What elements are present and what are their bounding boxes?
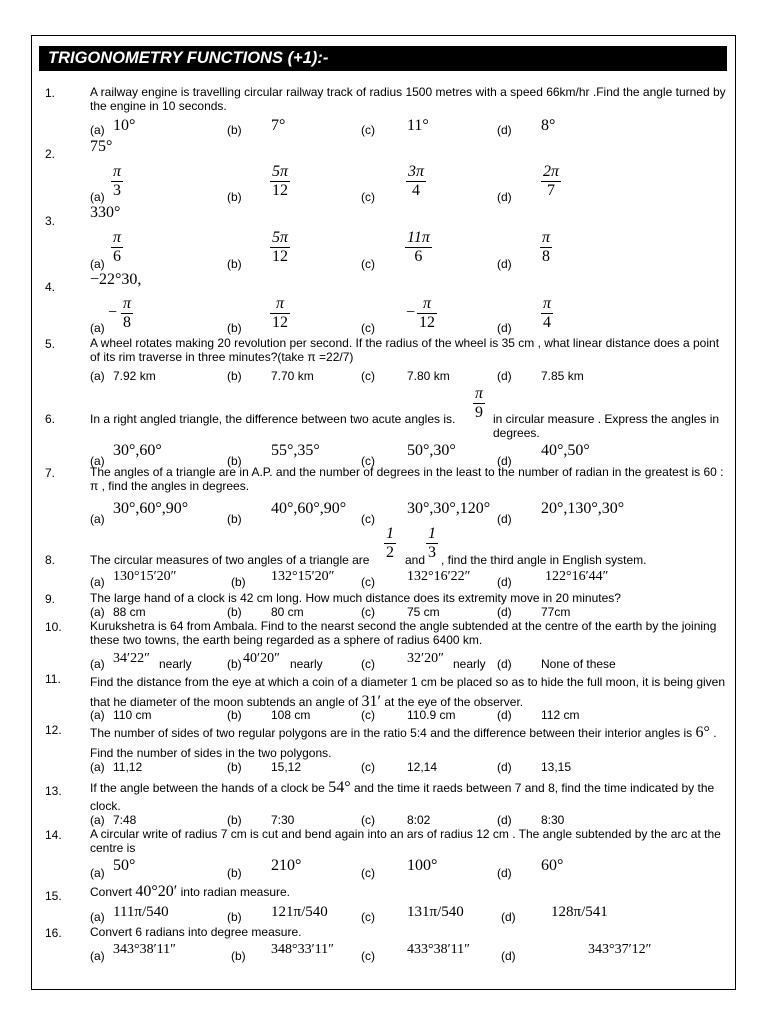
option-suffix: nearly (159, 657, 192, 671)
question-text: The circular measures of two angles of a triangle are (90, 553, 370, 567)
option-d: 60° (541, 857, 564, 874)
question-number: 15. (45, 889, 62, 903)
option-a: 50° (113, 857, 136, 874)
option-label: (d) (497, 190, 512, 204)
option-label: (d) (497, 708, 512, 722)
option-label: (b) (227, 760, 242, 774)
option-d: 40°,50° (541, 442, 590, 459)
question-number: 7. (45, 466, 56, 480)
option-a: $\frac{\pi}{3}$ (113, 163, 122, 199)
option-a: 7:48 (113, 813, 137, 827)
question-number: 5. (45, 337, 56, 351)
option-c: 30°,30°,120° (407, 500, 491, 517)
option-a: 10° (113, 117, 136, 134)
question-number: 1. (45, 86, 56, 100)
question-text: in circular measure . Express the angles in degrees. (493, 412, 720, 440)
option-label: (c) (361, 512, 375, 526)
option-d: 8° (541, 117, 556, 134)
option-label: (a) (90, 949, 105, 963)
option-label: (a) (90, 657, 105, 671)
question-text: If the angle between the hands of a clock be 54° and the time it raeds between 7 and 8, find the time indicated by the clock. (90, 779, 715, 813)
fraction: $\frac{\pi}{9}$ (475, 385, 484, 421)
option-label: (d) (497, 866, 512, 880)
option-c: $\frac{3\pi}{4}$ (408, 163, 425, 199)
option-c: 50°,30° (407, 442, 456, 459)
option-d: 343°37′12″ (588, 942, 652, 957)
question-number: 3. (45, 214, 56, 228)
question-number: 14. (45, 828, 62, 842)
option-c: 75 cm (407, 605, 440, 619)
option-label: (a) (90, 454, 105, 468)
option-d: 8:30 (541, 813, 565, 827)
option-label: (a) (90, 575, 105, 589)
option-label: (d) (501, 949, 516, 963)
option-b: 7:30 (271, 813, 295, 827)
option-label: (b) (227, 123, 242, 137)
option-a: 30°,60°,90° (113, 500, 189, 517)
option-d: None of these (541, 657, 616, 671)
option-label: (a) (90, 813, 105, 827)
option-b: 7.70 km (271, 369, 314, 383)
option-d: 13,15 (541, 760, 572, 774)
option-label: (b) (231, 949, 246, 963)
option-label: (c) (361, 605, 375, 619)
question-text: Find the distance from the eye at which a coin of a diameter 1 cm be placed so as to hide the full moon, it is being given that he diameter of the moon subtends an angle of 31′ at the eye of the observer. (90, 675, 726, 710)
option-b: 7° (271, 117, 286, 134)
option-d: $\frac{\pi}{4}$ (543, 295, 552, 331)
question-number: 4. (45, 280, 56, 294)
question-number: 2. (45, 147, 56, 161)
option-label: (a) (90, 190, 105, 204)
option-label: (d) (497, 605, 512, 619)
option-label: (d) (497, 575, 512, 589)
question-given: −22°30, (90, 271, 142, 288)
option-label: (a) (90, 760, 105, 774)
option-label: (c) (361, 657, 375, 671)
question-number: 9. (45, 592, 56, 606)
option-c: 131π/540 (407, 904, 464, 920)
option-label: (c) (361, 321, 375, 335)
minus-sign: − (108, 304, 118, 321)
question-number: 10. (45, 620, 62, 634)
option-label: (c) (361, 866, 375, 880)
option-d: 122°16′44″ (545, 569, 609, 584)
option-d: 112 cm (541, 708, 580, 722)
option-label: (c) (361, 760, 375, 774)
option-label: (d) (497, 760, 512, 774)
option-label: (b) (227, 369, 242, 383)
option-b: 80 cm (271, 605, 304, 619)
option-label: (a) (90, 257, 105, 271)
option-c: 132°16′22″ (407, 569, 471, 584)
option-label: (d) (497, 321, 512, 335)
option-d: $\frac{\pi}{8}$ (542, 229, 551, 265)
option-label: (c) (361, 369, 375, 383)
option-c: 11° (407, 117, 429, 134)
option-label: (b) (227, 454, 242, 468)
option-label: (b) (227, 190, 242, 204)
option-label: (b) (227, 708, 242, 722)
option-a: 111π/540 (113, 904, 169, 920)
question-text: The number of sides of two regular polygons are in the ratio 5:4 and the difference between their interior angles is 6° . Find the number of sides in the two polygons. (90, 724, 717, 760)
option-c: 8:02 (407, 813, 431, 827)
option-d: 20°,130°,30° (541, 500, 625, 517)
option-label: (d) (501, 910, 516, 924)
option-a: 88 cm (113, 605, 146, 619)
option-label: (d) (497, 123, 512, 137)
option-label: (b) (227, 605, 242, 619)
fraction: $\frac{1}{2}$ (386, 525, 394, 561)
option-b: 210° (271, 857, 302, 874)
option-label: (a) (90, 910, 105, 924)
option-label: (a) (90, 866, 105, 880)
option-c: 12,14 (407, 760, 438, 774)
option-c: 32′20″ (407, 651, 444, 666)
option-label: (d) (497, 369, 512, 383)
option-b: 40′20″ (243, 651, 280, 666)
question-number: 16. (45, 926, 62, 940)
option-label: (a) (90, 605, 105, 619)
option-c: 433°38′11″ (407, 942, 470, 957)
option-b: 40°,60°,90° (271, 500, 347, 517)
option-label: (a) (90, 321, 105, 335)
option-a: 30°,60° (113, 442, 162, 459)
option-label: (c) (361, 575, 375, 589)
option-label: (b) (227, 866, 242, 880)
question-text: and (405, 553, 426, 567)
option-b: $\frac{\pi}{12}$ (272, 295, 288, 331)
option-b: $\frac{5\pi}{12}$ (272, 229, 289, 265)
option-label: (b) (227, 512, 242, 526)
question-number: 8. (45, 553, 56, 567)
option-label: (b) (227, 910, 242, 924)
option-a: 343°38′11″ (113, 942, 176, 957)
question-number: 11. (45, 672, 61, 686)
option-label: (c) (361, 454, 375, 468)
option-a: $\frac{\pi}{6}$ (113, 229, 122, 265)
option-d: 7.85 km (541, 369, 584, 383)
option-label: (d) (497, 657, 512, 671)
question-number: 12. (45, 723, 62, 737)
option-a: 7.92 km (113, 369, 156, 383)
option-label: (b) (227, 657, 242, 671)
option-label: (c) (361, 190, 375, 204)
option-a: $\frac{\pi}{8}$ (123, 295, 132, 331)
option-b: $\frac{5\pi}{12}$ (272, 163, 289, 199)
minus-sign: − (406, 304, 416, 321)
question-text: In a right angled triangle, the difference between two acute angles is. (90, 412, 456, 426)
option-c: 7.80 km (407, 369, 450, 383)
option-label: (d) (497, 512, 512, 526)
option-b: 121π/540 (271, 904, 328, 920)
option-label: (b) (227, 813, 242, 827)
option-label: (a) (90, 123, 105, 137)
question-text: A wheel rotates making 20 revolution per second. If the radius of the wheel is 35 cm , what linear distance does a point of its rim traverse in three minutes?(take π =22/7) (90, 336, 720, 364)
question-number: 13. (45, 784, 62, 798)
option-label: (c) (361, 949, 375, 963)
question-text: The large hand of a clock is 42 cm long. How much distance does its extremity move in 20 minutes? (90, 591, 621, 605)
option-d: 77cm (541, 605, 571, 619)
option-b: 55°,35° (271, 442, 320, 459)
option-label: (d) (497, 454, 512, 468)
question-text: Convert 6 radians into degree measure. (90, 925, 302, 939)
option-label: (c) (361, 708, 375, 722)
option-a: 110 cm (113, 708, 152, 722)
option-b: 108 cm (271, 708, 311, 722)
option-label: (c) (361, 257, 375, 271)
option-label: (a) (90, 512, 105, 526)
question-number: 6. (45, 412, 56, 426)
option-label: (d) (497, 257, 512, 271)
option-label: (a) (90, 708, 105, 722)
option-label: (c) (361, 910, 375, 924)
option-b: 132°15′20″ (271, 569, 335, 584)
question-text: Kurukshetra is 64 from Ambala. Find to the nearst second the angle subtended at the centre of the earth by the joining these two towns, the earth being regarded as a sphere of radius 6400 km. (90, 619, 717, 647)
option-label: (b) (231, 575, 246, 589)
option-c: $\frac{\pi}{12}$ (419, 295, 435, 331)
fraction: $\frac{1}{3}$ (428, 525, 436, 561)
option-label: (d) (497, 813, 512, 827)
option-label: (a) (90, 369, 105, 383)
option-c: $\frac{11\pi}{6}$ (407, 229, 430, 265)
question-text: Convert 40°20′ into radian measure. (90, 883, 291, 900)
option-c: 100° (407, 857, 438, 874)
option-a: 130°15′20″ (113, 569, 177, 584)
question-given: 330° (90, 204, 121, 221)
option-c: 110.9 cm (407, 708, 456, 722)
question-text: , find the third angle in English system. (441, 553, 647, 567)
option-label: (c) (361, 123, 375, 137)
question-text: The angles of a triangle are in A.P. and the number of degrees in the least to the number of radian in the greatest is 60 : π , find the angles in degrees. (90, 465, 724, 493)
option-label: (b) (227, 321, 242, 335)
question-given: 75° (90, 138, 113, 155)
question-text: A circular write of radius 7 cm is cut and bend again into an ars of radius 12 cm . The angle subtended by the arc at the centre is (90, 827, 721, 855)
question-text: A railway engine is travelling circular railway track of radius 1500 metres with a speed 66km/hr .Find the angle turned by the engine in 10 seconds. (90, 85, 726, 113)
page-title: TRIGONOMETRY FUNCTIONS (+1):- (39, 46, 727, 71)
option-b: 348°33′11″ (271, 942, 334, 957)
option-label: (b) (227, 257, 242, 271)
option-a: 34′22″ (113, 651, 150, 666)
option-suffix: nearly (290, 657, 323, 671)
option-a: 11,12 (113, 760, 143, 774)
option-d: 128π/541 (551, 904, 608, 920)
option-suffix: nearly (453, 657, 486, 671)
option-d: $\frac{2\pi}{7}$ (543, 163, 560, 199)
option-b: 15,12 (271, 760, 302, 774)
option-label: (c) (361, 813, 375, 827)
